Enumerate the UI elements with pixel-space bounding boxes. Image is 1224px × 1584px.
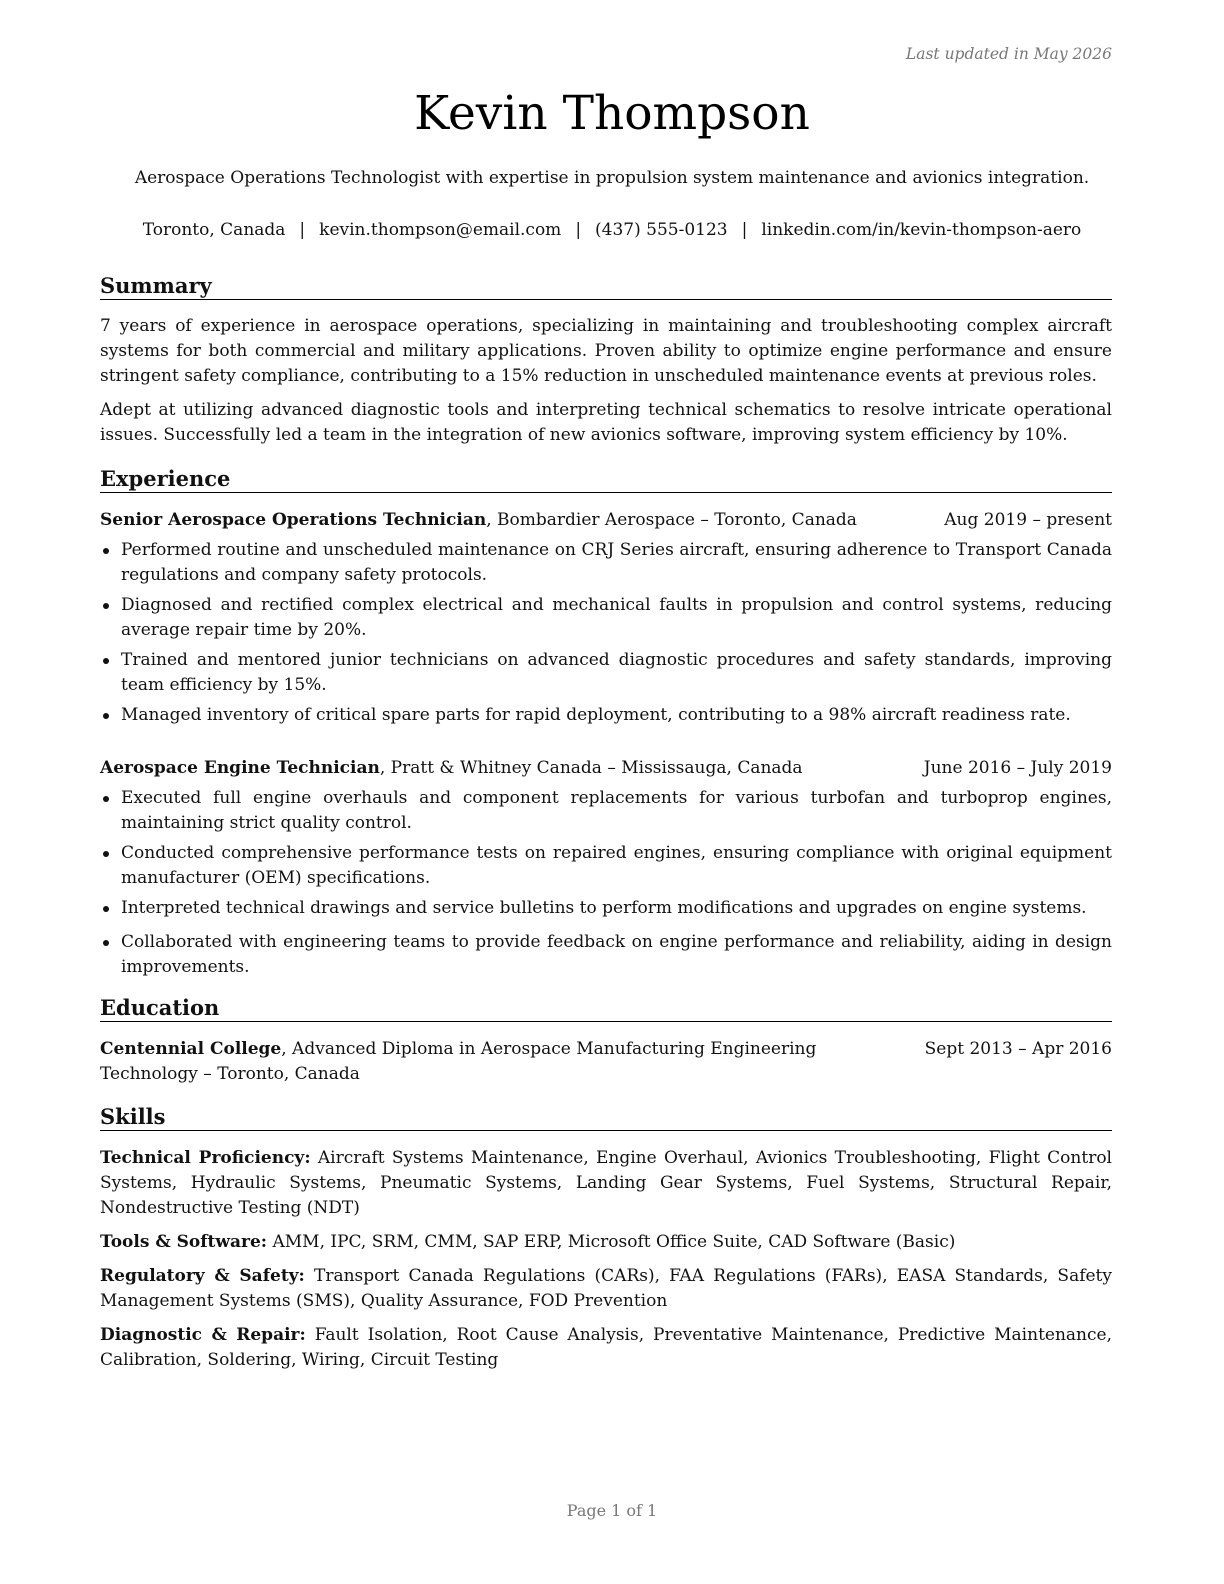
job-bullets — [100, 538, 1112, 728]
degree-details: , Advanced Diploma in Aerospace Manufacturing Engineering Technology – Toronto, Canada — [100, 1039, 817, 1084]
school-name: Centennial College — [100, 1039, 282, 1059]
job-dates: June 2016 – July 2019 — [923, 758, 1112, 778]
page-number: Page 1 of 1 — [566, 1501, 658, 1520]
contact-email[interactable]: kevin.thompson@email.com — [319, 220, 562, 240]
job-bullets — [100, 786, 1112, 980]
skill-label: Regulatory & Safety: — [100, 1266, 305, 1286]
tagline: Aerospace Operations Technologist with expertise in propulsion system maintenance and avionics integration. — [134, 168, 1090, 188]
job-role: Senior Aerospace Operations Technician — [100, 510, 487, 530]
contact-separator: | — [741, 220, 748, 240]
contact-location: Toronto, Canada — [142, 220, 286, 240]
job-header — [100, 756, 1112, 781]
job-title-line — [100, 756, 803, 781]
summary-paragraph: 7 years of experience in aerospace operations, specializing in maintaining and troubleshooting complex aircraft systems for both commercial and military applications. Proven ability to optimize engine performance and ensure stringent safety compliance, contributing to a 15% reduction in unscheduled maintenance events at previous roles. — [100, 316, 1112, 386]
contact-phone[interactable]: (437) 555-0123 — [595, 220, 728, 240]
job-bullet: Collaborated with engineering teams to provide feedback on engine performance and reliability, aiding in design improvements. — [100, 930, 1112, 980]
job-role: Aerospace Engine Technician — [100, 758, 380, 778]
job-title-line — [100, 508, 857, 533]
experience-section — [100, 465, 1112, 980]
section-title-experience: Experience — [100, 465, 1112, 493]
section-title-education: Education — [100, 994, 1112, 1022]
skill-group — [100, 1264, 1112, 1314]
job-bullet: Performed routine and unscheduled maintenance on CRJ Series aircraft, ensuring adherence to Transport Canada regulations and company safety protocols. — [100, 538, 1112, 588]
skill-group — [100, 1146, 1112, 1221]
job-company: , Pratt & Whitney Canada – Mississauga, Canada — [379, 758, 803, 778]
skill-label: Diagnostic & Repair: — [100, 1325, 306, 1345]
contact-linkedin[interactable]: linkedin.com/in/kevin-thompson-aero — [761, 220, 1082, 240]
job-company: , Bombardier Aerospace – Toronto, Canada — [486, 510, 857, 530]
job-bullet: Managed inventory of critical spare parts for rapid deployment, contributing to a 98% aircraft readiness rate. — [100, 703, 1112, 728]
education-section — [100, 994, 1112, 1087]
section-title-summary: Summary — [100, 272, 1112, 300]
skill-group — [100, 1230, 1112, 1255]
skill-label: Tools & Software: — [100, 1232, 268, 1252]
candidate-name: Kevin Thompson — [414, 86, 810, 141]
last-updated: Last updated in May 2026 — [905, 45, 1112, 63]
contact-separator: | — [299, 220, 306, 240]
education-text — [100, 1037, 890, 1087]
skill-group — [100, 1323, 1112, 1373]
job-header — [100, 508, 1112, 533]
skill-text: Aircraft Systems Maintenance, Engine Overhaul, Avionics Troubleshooting, Flight Control Systems, Hydraulic Systems, Pneumatic Systems, Landing Gear Systems, Fuel Systems, Structural Repair, Nondestructive Testing (NDT) — [100, 1148, 1112, 1218]
job-dates: Aug 2019 – present — [944, 510, 1112, 530]
contact-line — [0, 220, 1224, 240]
education-entry — [100, 1037, 1112, 1087]
skill-text: Transport Canada Regulations (CARs), FAA Regulations (FARs), EASA Standards, Safety Management Systems (SMS), Quality Assurance, FOD Prevention — [100, 1266, 1112, 1311]
skill-text: AMM, IPC, SRM, CMM, SAP ERP, Microsoft Office Suite, CAD Software (Basic) — [267, 1232, 956, 1252]
job-bullet: Conducted comprehensive performance tests on repaired engines, ensuring compliance with original equipment manufacturer (OEM) specifications. — [100, 841, 1112, 891]
job-bullet: Interpreted technical drawings and service bulletins to perform modifications and upgrades on engine systems. — [100, 896, 1112, 921]
section-title-skills: Skills — [100, 1103, 1112, 1131]
summary-section — [100, 272, 1112, 448]
skills-section — [100, 1103, 1112, 1373]
contact-separator: | — [575, 220, 582, 240]
skill-text: Fault Isolation, Root Cause Analysis, Preventative Maintenance, Predictive Maintenance, Calibration, Soldering, Wiring, Circuit Testing — [100, 1325, 1112, 1370]
skill-label: Technical Proficiency: — [100, 1148, 311, 1168]
job-bullet: Executed full engine overhauls and component replacements for various turbofan and turboprop engines, maintaining strict quality control. — [100, 786, 1112, 836]
job-bullet: Diagnosed and rectified complex electrical and mechanical faults in propulsion and control systems, reducing average repair time by 20%. — [100, 593, 1112, 643]
education-dates: Sept 2013 – Apr 2016 — [924, 1039, 1112, 1059]
summary-paragraph: Adept at utilizing advanced diagnostic tools and interpreting technical schematics to resolve intricate operational issues. Successfully led a team in the integration of new avionics software, improving system efficiency by 10%. — [100, 400, 1112, 445]
job-bullet: Trained and mentored junior technicians on advanced diagnostic procedures and safety standards, improving team efficiency by 15%. — [100, 648, 1112, 698]
